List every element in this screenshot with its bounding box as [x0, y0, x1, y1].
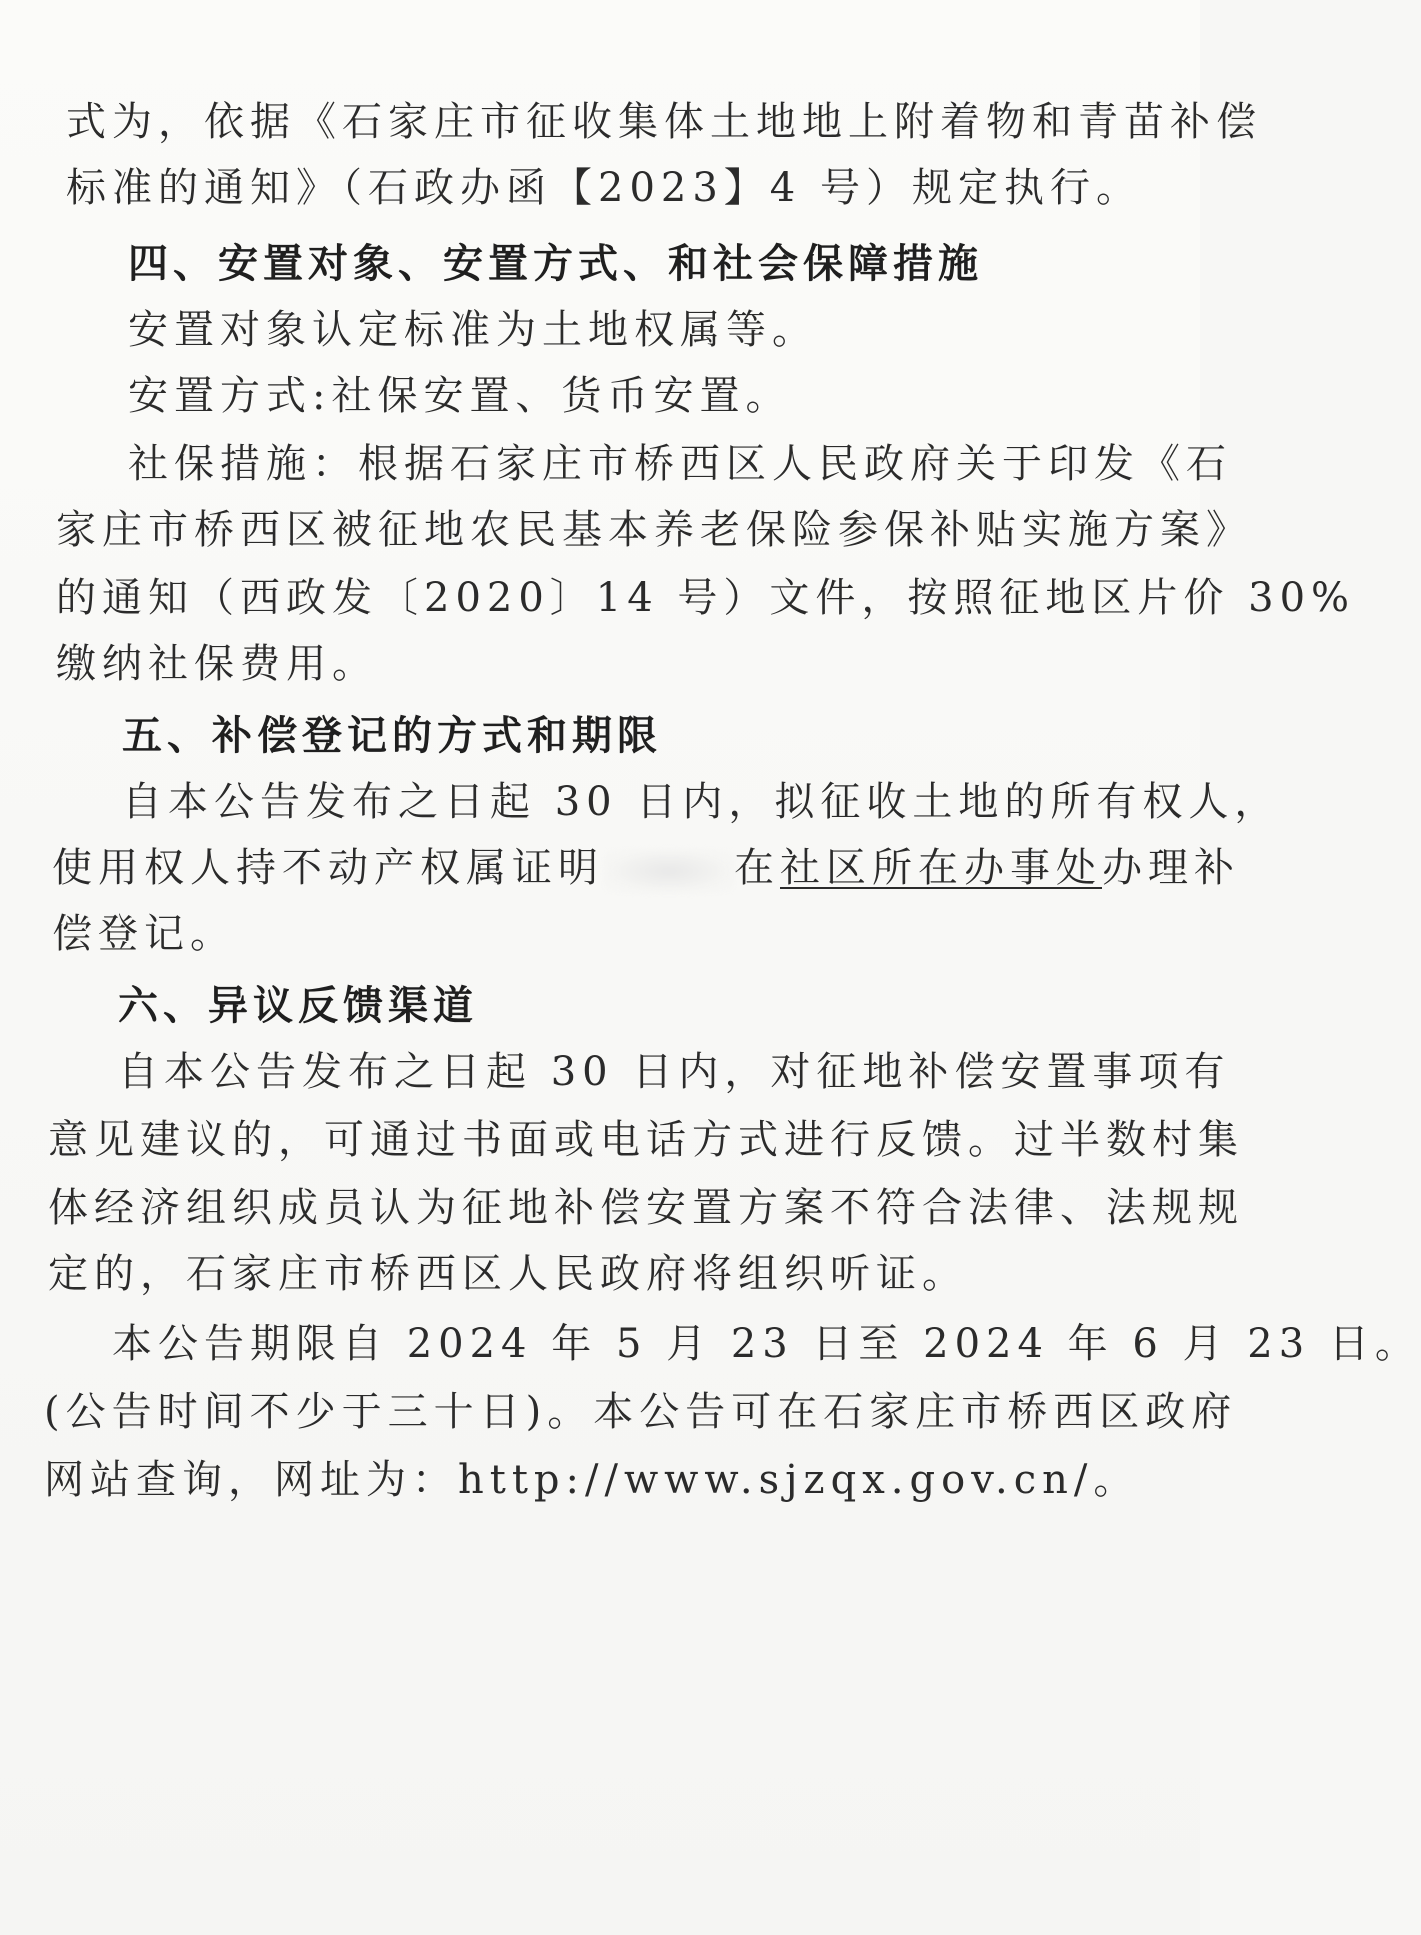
text-line-6: 社保措施：根据石家庄市桥西区人民政府关于印发《石: [128, 441, 1232, 487]
text-line-20: (公告时间不少于三十日)。本公告可在石家庄市桥西区政府: [44, 1389, 1238, 1435]
text-segment: 使用权人持不动产权属证明: [52, 845, 604, 891]
section-heading-4: 四、安置对象、安置方式、和社会保障措施: [128, 240, 983, 287]
text-line-4: 安置对象认定标准为土地权属等。: [128, 307, 818, 353]
text-line-9: 缴纳社保费用。: [56, 641, 378, 687]
text-line-7: 家庄市桥西区被征地农民基本养老保险参保补贴实施方案》: [56, 507, 1252, 553]
text-line-5: 安置方式:社保安置、货币安置。: [128, 373, 792, 419]
text-line-2: 标准的通知》（石政办函【2023】4 号）规定执行。: [66, 165, 1142, 211]
text-line-15: 自本公告发布之日起 30 日内，对征地补偿安置事项有: [118, 1049, 1231, 1095]
text-line-18: 定的，石家庄市桥西区人民政府将组织听证。: [48, 1251, 968, 1297]
text-line-19: 本公告期限自 2024 年 5 月 23 日至 2024 年 6 月 23 日。: [112, 1321, 1421, 1367]
section-heading-6: 六、异议反馈渠道: [118, 982, 478, 1029]
text-line-16: 意见建议的，可通过书面或电话方式进行反馈。过半数村集: [48, 1117, 1244, 1163]
text-line-13: 偿登记。: [52, 911, 236, 957]
text-segment: 办理补: [1102, 845, 1240, 891]
text-line-1: 式为，依据《石家庄市征收集体土地地上附着物和青苗补偿: [66, 99, 1262, 145]
text-line-17: 体经济组织成员认为征地补偿安置方案不符合法律、法规规: [48, 1185, 1244, 1231]
text-segment: 在: [734, 845, 780, 891]
text-line-11: 自本公告发布之日起 30 日内，拟征收土地的所有权人，: [122, 779, 1281, 825]
section-heading-5: 五、补偿登记的方式和期限: [122, 712, 662, 759]
blurred-redaction: [604, 849, 734, 893]
underlined-office: 社区所在办事处: [780, 845, 1102, 891]
text-line-8: 的通知（西政发〔2020〕14 号）文件，按照征地区片价 30%: [56, 575, 1356, 621]
text-line-12: [52, 840, 1240, 896]
text-line-21: 网站查询，网址为：http://www.sjzqx.gov.cn/。: [44, 1457, 1140, 1503]
